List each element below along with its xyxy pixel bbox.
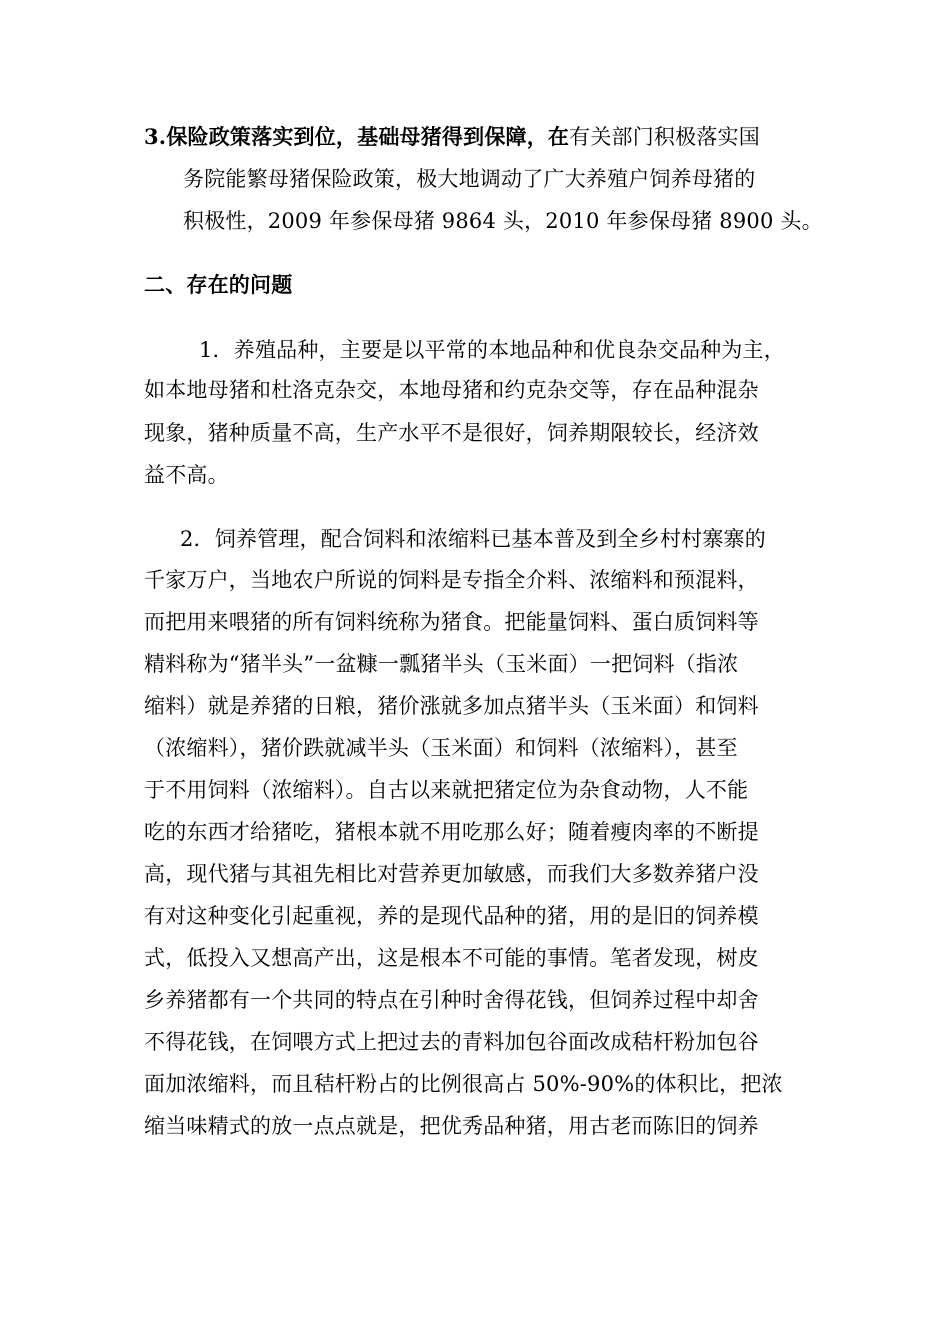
para2-line: 式，低投入又想高产出，这是根本不可能的事情。笔者发现，树皮: [144, 946, 759, 970]
para2-line: 不得花钱，在饲喂方式上把过去的青料加包谷面改成秸杆粉加包谷: [144, 1030, 759, 1054]
section3-line1: [144, 122, 760, 152]
section-heading: 二、存在的问题: [144, 272, 293, 297]
para2-line: 于不用饲料（浓缩料）。自古以来就把猪定位为杂食动物，人不能: [144, 778, 749, 802]
para1-line: 1．养殖品种，主要是以平常的本地品种和优良杂交品种为主，: [199, 338, 785, 362]
para2-line: 高，现代猪与其祖先相比对营养更加敏感，而我们大多数养猪户没: [144, 862, 759, 886]
section3-line3: 积极性，2009 年参保母猪 9864 头，2010 年参保母猪 8900 头。: [183, 209, 823, 233]
para2-line: 千家万户，当地农户所说的饲料是专指全介料、浓缩料和预混料，: [144, 568, 759, 592]
section3-line2: 务院能繁母猪保险政策，极大地调动了广大养殖户饲养母猪的: [183, 167, 756, 191]
para2-line: 乡养猪都有一个共同的特点在引种时舍得花钱，但饲养过程中却舍: [144, 988, 759, 1012]
para1-line: 如本地母猪和杜洛克杂交，本地母猪和约克杂交等，存在品种混杂: [144, 378, 759, 402]
para2-line: 面加浓缩料，而且秸杆粉占的比例很高占 50%-90%的体积比，把浓: [144, 1072, 783, 1096]
section3-lead-bold: 3.保险政策落实到位，基础母猪得到保障，在: [144, 124, 570, 149]
para1-line: 益不高。: [144, 463, 229, 487]
para2-line: 缩当味精式的放一点点就是，把优秀品种猪，用古老而陈旧的饲养: [144, 1114, 759, 1138]
para2-line: （浓缩料），猪价跌就减半头（玉米面）和饲料（浓缩料），甚至: [144, 736, 738, 760]
para2-line: 有对这种变化引起重视，养的是现代品种的猪，用的是旧的饲养模: [144, 904, 759, 928]
para2-line: 2．饲养管理，配合饲料和浓缩料已基本普及到全乡村村寨寨的: [180, 527, 766, 551]
para2-line: 而把用来喂猪的所有饲料统称为猪食。把能量饲料、蛋白质饲料等: [144, 610, 759, 634]
para2-line: 精料称为“猪半头”一盆糠一瓢猪半头（玉米面）一把饲料（指浓: [144, 652, 739, 676]
para2-line: 缩料）就是养猪的日粮，猪价涨就多加点猪半头（玉米面）和饲料: [144, 694, 759, 718]
para2-line: 吃的东西才给猪吃，猪根本就不用吃那么好；随着瘦肉率的不断提: [144, 820, 759, 844]
section3-line1-rest: 有关部门积极落实国: [569, 125, 760, 149]
para1-line: 现象，猪种质量不高，生产水平不是很好，饲养期限较长，经济效: [144, 421, 759, 445]
